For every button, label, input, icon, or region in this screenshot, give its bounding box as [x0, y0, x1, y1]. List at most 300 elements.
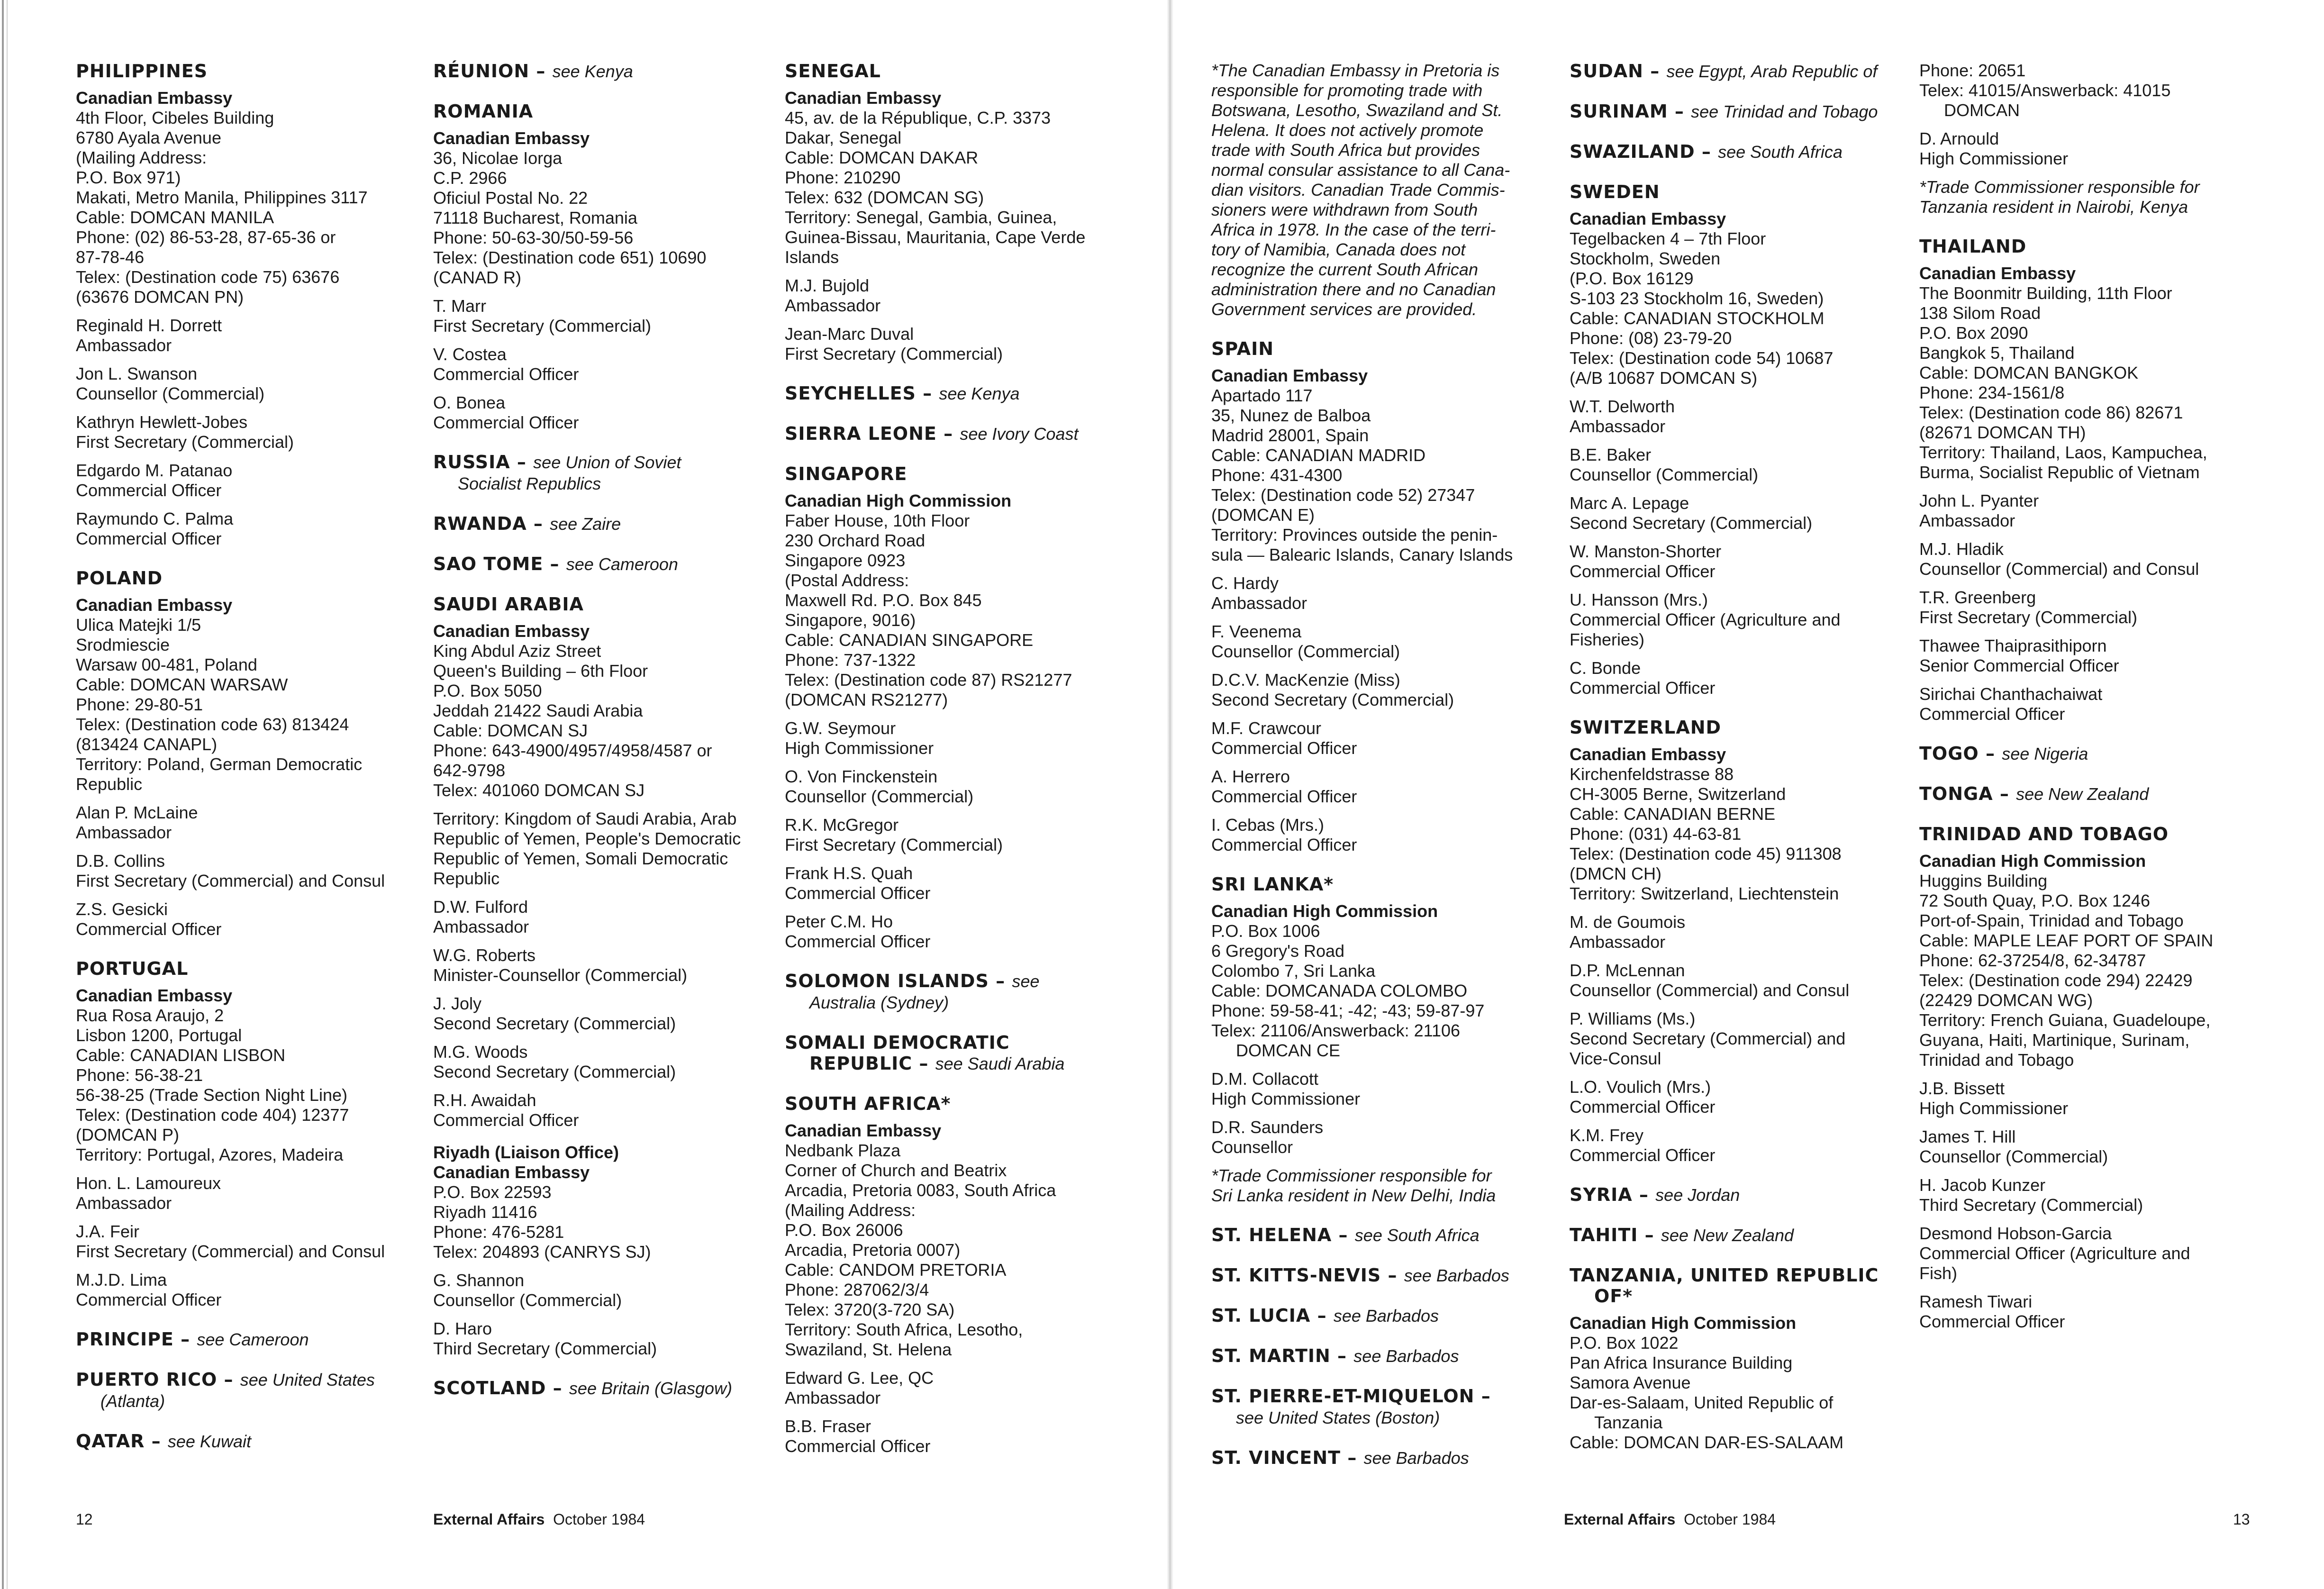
staff-title: Second Secretary (Commercial) — [1211, 690, 1454, 709]
country-name: SAUDI ARABIA — [433, 594, 584, 615]
address-line: Islands — [785, 247, 839, 267]
address-line: Telex: 632 (DOMCAN SG) — [785, 188, 984, 207]
staff-member — [433, 1319, 784, 1359]
address-line: Singapore, 9016) — [785, 610, 916, 630]
column-5 — [1570, 61, 1920, 1453]
staff-member — [785, 767, 1135, 807]
staff-member — [433, 1042, 784, 1082]
country-name: SWEDEN — [1570, 182, 1660, 202]
territory-line: Territory: Kingdom of Saudi Arabia, Arab — [433, 809, 737, 828]
country-heading — [76, 1431, 427, 1452]
staff-name: G. Shannon — [433, 1271, 525, 1290]
staff-member — [433, 897, 784, 937]
address-line: King Abdul Aziz Street — [433, 641, 601, 661]
country-name: TOGO — [1919, 743, 1979, 764]
country-heading — [76, 568, 427, 589]
cross-reference-dash: – — [989, 971, 1012, 991]
staff-member — [76, 509, 427, 549]
address-line: Phone: 20651 — [1919, 61, 2026, 80]
country-name: QATAR — [76, 1431, 145, 1452]
country-entry — [785, 423, 1135, 445]
cross-reference-dash: – — [217, 1369, 240, 1390]
staff-title: Ambassador — [1570, 932, 1666, 952]
address-line: 230 Orchard Road — [785, 531, 926, 550]
address-line: Oficiul Postal No. 22 — [433, 188, 588, 208]
staff-name: Hon. L. Lamoureux — [76, 1173, 221, 1193]
staff-title: Minister-Counsellor (Commercial) — [433, 965, 688, 985]
address-line: (82671 DOMCAN TH) — [1919, 423, 2086, 442]
staff-member — [1919, 1175, 2251, 1215]
address-line: S-103 23 Stockholm 16, Sweden) — [1570, 289, 1824, 308]
footnote-line: normal consular assistance to all Cana- — [1211, 160, 1510, 180]
cross-reference: see United States — [240, 1370, 375, 1389]
country-heading — [433, 61, 784, 82]
footnote-line: Botswana, Lesotho, Swaziland and St. — [1211, 100, 1503, 120]
footnote-line: sioners were withdrawn from South — [1211, 200, 1478, 219]
country-name: SOMALI DEMOCRATIC — [785, 1032, 1010, 1053]
country-heading — [1570, 61, 1920, 82]
magazine-title: External Affairs — [1564, 1511, 1676, 1528]
cross-reference-dash: – — [1979, 743, 2002, 764]
staff-name: W.G. Roberts — [433, 945, 536, 965]
country-entry — [1570, 1225, 1920, 1246]
staff-name: Sirichai Chanthachaiwat — [1919, 684, 2103, 704]
country-heading — [433, 554, 784, 575]
address-line: Territory: Thailand, Laos, Kampuchea, — [1919, 443, 2207, 462]
address-line: The Boonmitr Building, 11th Floor — [1919, 283, 2172, 303]
address-line: DOMCAN — [1944, 100, 2020, 120]
address-line: Telex: (Destination code 63) 813424 — [76, 715, 349, 734]
country-entry — [785, 971, 1135, 1013]
staff-member — [433, 345, 784, 384]
staff-member — [76, 1173, 427, 1213]
footnote — [1211, 61, 1562, 319]
country-heading — [433, 1378, 784, 1399]
cross-reference-dash: – — [1381, 1265, 1404, 1286]
address-line: Phone: 287062/3/4 — [785, 1280, 929, 1299]
address-line: Phone: 476-5281 — [433, 1222, 564, 1242]
staff-member — [1570, 1009, 1920, 1069]
address-line: Apartado 117 — [1211, 386, 1313, 405]
staff-title: First Secretary (Commercial) — [433, 316, 652, 336]
staff-member — [1570, 493, 1920, 533]
office-name: Canadian Embassy — [433, 128, 590, 148]
staff-title: Counsellor — [1211, 1137, 1293, 1157]
cross-reference: see Barbados — [1353, 1346, 1459, 1366]
address-line: Tanzania — [1594, 1413, 1663, 1432]
staff-name: O. Von Finckenstein — [785, 767, 938, 786]
country-heading — [1211, 1265, 1562, 1286]
country-entry — [1211, 61, 1562, 319]
staff-title: Commercial Officer — [76, 919, 222, 939]
country-name: SIERRA LEONE — [785, 423, 937, 444]
footnote-line: Africa in 1978. In the case of the terri- — [1211, 220, 1496, 239]
office-name: Canadian Embassy — [1570, 209, 1726, 228]
country-name: SAO TOME — [433, 554, 544, 574]
country-entry — [1211, 1225, 1562, 1246]
address-line: Port-of-Spain, Trinidad and Tobago — [1919, 911, 2184, 930]
cross-reference: see New Zealand — [2016, 784, 2149, 804]
country-entry — [1211, 1447, 1562, 1469]
address-line: Phone: (031) 44-63-81 — [1570, 824, 1742, 844]
address-line: 642-9798 — [433, 761, 506, 780]
address-line: Telex: (Destination code 86) 82671 — [1919, 403, 2183, 422]
cross-reference: see Ivory Coast — [960, 424, 1079, 444]
address-line: Arcadia, Pretoria 0083, South Africa — [785, 1180, 1056, 1200]
address-line: Phone: 234-1561/8 — [1919, 383, 2065, 402]
staff-name: M.J. Bujold — [785, 276, 870, 295]
country-heading — [1211, 1386, 1562, 1428]
address-line: P.O. Box 971) — [76, 168, 181, 187]
country-entry — [76, 1369, 427, 1412]
footnote — [1211, 1166, 1562, 1206]
address-line: Tegelbacken 4 – 7th Floor — [1570, 229, 1766, 248]
address-line: DOMCAN CE — [1236, 1041, 1341, 1060]
address-line: Huggins Building — [1919, 871, 2048, 890]
binding-edge-shadow — [7, 0, 8, 1589]
address-line: (P.O. Box 16129 — [1570, 269, 1694, 288]
country-heading — [1570, 182, 1920, 202]
staff-name: T.R. Greenberg — [1919, 588, 2036, 607]
country-name: SUDAN — [1570, 61, 1643, 82]
staff-title: Counsellor (Commercial) and Consul — [1919, 559, 2199, 579]
staff-member — [785, 815, 1135, 855]
staff-title: Commercial Officer — [1211, 835, 1357, 854]
staff-title: Ambassador — [785, 1388, 881, 1407]
office-name: Canadian Embassy — [1919, 263, 2076, 283]
staff-name: V. Costea — [433, 345, 507, 364]
staff-title: Commercial Officer (Agriculture and — [1570, 610, 1841, 629]
staff-name: James T. Hill — [1919, 1127, 2016, 1146]
staff-name: W.T. Delworth — [1570, 397, 1675, 416]
address-line: Telex: (Destination code 45) 911308 — [1570, 844, 1842, 863]
country-name: SPAIN — [1211, 338, 1274, 359]
staff-title: Commercial Officer — [1211, 738, 1357, 758]
office-name: Canadian Embassy — [433, 621, 590, 641]
address-line: Srodmiescie — [76, 635, 170, 654]
staff-title: Commercial Officer — [433, 1110, 579, 1130]
country-heading — [785, 463, 1135, 484]
country-entry — [1919, 743, 2251, 764]
territory-line: Republic — [433, 869, 500, 888]
column-2 — [433, 61, 784, 1406]
staff-name: G.W. Seymour — [785, 718, 896, 738]
country-heading — [1211, 1345, 1562, 1367]
country-heading — [76, 1329, 427, 1350]
staff-title: Commercial Officer — [785, 883, 931, 903]
cross-reference: see Cameroon — [197, 1330, 309, 1349]
cross-reference-dash: – — [1332, 1225, 1355, 1245]
country-entry — [433, 101, 784, 433]
cross-reference-dash: – — [1632, 1184, 1656, 1205]
staff-title: Commercial Officer — [1919, 704, 2065, 724]
staff-title: Commercial Officer — [785, 1436, 931, 1456]
address-line: (Postal Address: — [785, 571, 909, 590]
staff-member — [76, 803, 427, 843]
staff-name: R.K. McGregor — [785, 815, 899, 835]
staff-title: Commercial Officer — [76, 1290, 222, 1309]
staff-title: Commercial Officer — [1211, 787, 1357, 806]
cross-reference: see Cameroon — [566, 554, 678, 574]
address-line: (DOMCAN E) — [1211, 505, 1315, 525]
country-heading — [76, 61, 427, 82]
country-heading — [1211, 338, 1562, 359]
address-line: Faber House, 10th Floor — [785, 511, 970, 530]
country-heading — [1570, 1184, 1920, 1206]
staff-title: Commercial Officer — [1919, 1312, 2065, 1331]
staff-member — [1570, 445, 1920, 485]
country-name: RWANDA — [433, 513, 527, 534]
country-name: ROMANIA — [433, 101, 534, 122]
staff-name: D.C.V. MacKenzie (Miss) — [1211, 670, 1400, 690]
cross-reference: see South Africa — [1718, 142, 1843, 162]
country-entry — [1211, 874, 1562, 1206]
footer-right — [1564, 1511, 1776, 1528]
staff-name: W. Manston-Shorter — [1570, 542, 1722, 561]
staff-member — [1570, 961, 1920, 1000]
cross-reference-dash: – — [1310, 1305, 1334, 1326]
footnote-line: recognize the current South African — [1211, 260, 1478, 279]
column-4 — [1211, 61, 1562, 1475]
footnote-line: *Trade Commissioner responsible for — [1919, 177, 2200, 197]
staff-title: Counsellor (Commercial) — [76, 384, 265, 403]
country-name: ST. LUCIA — [1211, 1305, 1311, 1326]
country-heading — [433, 594, 784, 615]
staff-name: Z.S. Gesicki — [76, 899, 168, 919]
address-line: 6780 Ayala Avenue — [76, 128, 221, 147]
territory-line: Republic of Yemen, People's Democratic — [433, 829, 741, 848]
staff-title: Commercial Officer — [1570, 1097, 1716, 1117]
office-name: Canadian Embassy — [1570, 745, 1726, 764]
address-line: Telex: 401060 DOMCAN SJ — [433, 781, 645, 800]
country-name: POLAND — [76, 568, 163, 589]
staff-name: T. Marr — [433, 296, 486, 316]
cross-reference-dash: – — [1341, 1447, 1364, 1468]
cross-reference-continued: (Atlanta) — [100, 1391, 165, 1411]
country-entry — [433, 61, 784, 82]
address-line: Telex: (Destination code 87) RS21277 — [785, 670, 1072, 690]
address-line: Cable: DOMCAN SJ — [433, 721, 588, 740]
cross-reference-dash: – — [936, 423, 960, 444]
country-name: SOUTH AFRICA* — [785, 1093, 951, 1114]
staff-title: First Secretary (Commercial) and Consul — [76, 871, 385, 890]
cross-reference: see Barbados — [1363, 1448, 1469, 1468]
address-line: Cable: CANDOM PRETORIA — [785, 1260, 1007, 1280]
staff-title: Senior Commercial Officer — [1919, 656, 2119, 675]
address-line: Telex: (Destination code 651) 10690 — [433, 248, 707, 267]
staff-member — [433, 1271, 784, 1310]
cross-reference: see New Zealand — [1661, 1226, 1794, 1245]
staff-member — [76, 316, 427, 355]
address-line: Territory: Provinces outside the penin- — [1211, 525, 1498, 545]
address-line: Cable: DOMCAN DAKAR — [785, 148, 979, 167]
country-heading — [785, 1093, 1135, 1114]
country-heading — [1211, 1305, 1562, 1326]
country-name: TAHITI — [1570, 1225, 1638, 1245]
address-line: P.O. Box 1006 — [1211, 921, 1320, 941]
address-line: Territory: Portugal, Azores, Madeira — [76, 1145, 344, 1164]
footnote-line: tory of Namibia, Canada does not — [1211, 240, 1466, 259]
country-entry — [1570, 717, 1920, 1165]
cross-reference-dash: – — [1638, 1225, 1661, 1245]
cross-reference-dash: – — [546, 1378, 569, 1398]
country-name: SYRIA — [1570, 1184, 1633, 1205]
staff-name: I. Cebas (Mrs.) — [1211, 815, 1325, 835]
country-name: SINGAPORE — [785, 463, 908, 484]
country-entry — [785, 61, 1135, 364]
address-line: Warsaw 00-481, Poland — [76, 655, 257, 674]
staff-title: Counsellor (Commercial) — [1919, 1147, 2108, 1166]
footnote-line: administration there and no Canadian — [1211, 280, 1496, 299]
staff-member — [1570, 912, 1920, 952]
cross-reference-dash: – — [145, 1431, 168, 1452]
address-line: Swaziland, St. Helena — [785, 1340, 952, 1359]
address-line: Phone: 431-4300 — [1211, 465, 1343, 485]
issue-date: October 1984 — [553, 1511, 645, 1528]
staff-member — [785, 1416, 1135, 1456]
address-line: Cable: CANADIAN MADRID — [1211, 445, 1426, 465]
address-line: 138 Silom Road — [1919, 303, 2041, 323]
cross-reference: see — [1012, 972, 1040, 991]
address-line: Nedbank Plaza — [785, 1141, 901, 1160]
address-line: Guinea-Bissau, Mauritania, Cape Verde — [785, 227, 1086, 247]
footnote-line: *Trade Commissioner responsible for — [1211, 1166, 1492, 1185]
address-line: Samora Avenue — [1570, 1373, 1691, 1392]
staff-title: Ambassador — [76, 1193, 172, 1213]
staff-member — [1211, 573, 1562, 613]
country-entry — [1211, 1305, 1562, 1326]
staff-member — [1570, 1077, 1920, 1117]
staff-name: Raymundo C. Palma — [76, 509, 234, 528]
cross-reference: see Nigeria — [2002, 744, 2088, 763]
address-line: Lisbon 1200, Portugal — [76, 1026, 242, 1045]
staff-title: High Commissioner — [1919, 1099, 2069, 1118]
cross-reference-dash: – — [912, 1053, 935, 1074]
country-entry — [1211, 1386, 1562, 1428]
cross-reference-dash: – — [1643, 61, 1667, 82]
cross-reference-continued: Australia (Sydney) — [809, 993, 949, 1012]
staff-member — [1570, 1126, 1920, 1165]
address-line: Colombo 7, Sri Lanka — [1211, 961, 1376, 981]
staff-name: Desmond Hobson-Garcia — [1919, 1224, 2112, 1243]
staff-title: Commercial Officer — [76, 529, 222, 548]
staff-member — [785, 276, 1135, 316]
staff-title: Ambassador — [76, 823, 172, 842]
country-heading — [785, 971, 1135, 1013]
staff-name: J.B. Bissett — [1919, 1079, 2005, 1098]
column-3 — [785, 61, 1135, 1456]
address-line: Dar-es-Salaam, United Republic of — [1570, 1393, 1834, 1412]
address-line: (DOMCAN P) — [76, 1125, 179, 1144]
footnote — [1919, 177, 2251, 217]
country-entry — [785, 463, 1135, 952]
address-line: Phone: (08) 23-79-20 — [1570, 328, 1732, 348]
office-name: Canadian High Commission — [1211, 901, 1438, 921]
staff-title: Third Secretary (Commercial) — [1919, 1195, 2143, 1215]
country-heading — [785, 383, 1135, 404]
staff-name: C. Bonde — [1570, 658, 1641, 678]
staff-title: First Secretary (Commercial) — [785, 835, 1003, 854]
address-line: (A/B 10687 DOMCAN S) — [1570, 368, 1758, 388]
staff-name: Ramesh Tiwari — [1919, 1292, 2033, 1311]
cross-reference: see Kuwait — [167, 1432, 251, 1451]
staff-name: Alan P. McLaine — [76, 803, 198, 822]
staff-title: Second Secretary (Commercial) — [1570, 513, 1813, 533]
country-name: SWITZERLAND — [1570, 717, 1722, 738]
staff-title: Fish) — [1919, 1263, 1957, 1283]
address-line: Pan Africa Insurance Building — [1570, 1353, 1793, 1372]
country-entry — [433, 554, 784, 575]
address-line: Ulica Matejki 1/5 — [76, 615, 201, 635]
address-line: Cable: CANADIAN SINGAPORE — [785, 630, 1034, 650]
staff-member — [1919, 1224, 2251, 1283]
country-name: SURINAM — [1570, 101, 1668, 122]
staff-member — [1919, 1127, 2251, 1167]
staff-name: Peter C.M. Ho — [785, 912, 893, 931]
address-line: Arcadia, Pretoria 0007) — [785, 1240, 961, 1260]
staff-member — [1211, 815, 1562, 855]
office-name: Canadian Embassy — [76, 88, 233, 108]
staff-member — [785, 863, 1135, 903]
address-line: Rua Rosa Araujo, 2 — [76, 1006, 224, 1025]
cross-reference: see Britain (Glasgow) — [569, 1379, 733, 1398]
address-line: 35, Nunez de Balboa — [1211, 406, 1371, 425]
staff-name: Edgardo M. Patanao — [76, 461, 233, 480]
address-line: Makati, Metro Manila, Philippines 3117 — [76, 188, 368, 207]
staff-member — [433, 994, 784, 1034]
staff-title: High Commissioner — [785, 738, 934, 758]
staff-member — [76, 851, 427, 891]
staff-title: Second Secretary (Commercial) — [433, 1014, 676, 1033]
cross-reference-dash: – — [1695, 141, 1718, 162]
country-name: SWAZILAND — [1570, 141, 1695, 162]
address-line: Kirchenfeldstrasse 88 — [1570, 764, 1734, 784]
address-line: Territory: Switzerland, Liechtenstein — [1570, 884, 1839, 903]
country-name: ST. VINCENT — [1211, 1447, 1341, 1468]
staff-title: First Secretary (Commercial) — [76, 432, 294, 452]
country-name: RÉUNION — [433, 61, 530, 82]
country-heading — [1570, 101, 1920, 122]
address-line: P.O. Box 1022 — [1570, 1333, 1679, 1353]
country-heading — [1570, 141, 1920, 163]
staff-title: Ambassador — [1211, 593, 1307, 613]
page-gutter — [1167, 0, 1173, 1589]
staff-name: H. Jacob Kunzer — [1919, 1175, 2046, 1195]
staff-title: Counsellor (Commercial) — [1211, 642, 1400, 661]
address-line: P.O. Box 5050 — [433, 681, 542, 700]
staff-title: High Commissioner — [1919, 149, 2069, 168]
address-line: Jeddah 21422 Saudi Arabia — [433, 701, 643, 720]
staff-title: High Commissioner — [1211, 1089, 1361, 1108]
country-name: PUERTO RICO — [76, 1369, 218, 1390]
address-line: 4th Floor, Cibeles Building — [76, 108, 274, 127]
staff-title: Ambassador — [785, 296, 881, 315]
country-entry — [1211, 338, 1562, 855]
country-entry — [76, 1431, 427, 1452]
staff-name: Marc A. Lepage — [1570, 493, 1689, 513]
staff-name: O. Bonea — [433, 393, 506, 412]
country-heading — [76, 1369, 427, 1412]
country-heading — [433, 452, 784, 494]
staff-member — [1211, 1069, 1562, 1109]
country-heading — [76, 958, 427, 979]
country-entry — [785, 1093, 1135, 1456]
country-entry — [1211, 1345, 1562, 1367]
cross-reference-dash: – — [529, 61, 553, 82]
staff-title: Commercial Officer — [1570, 562, 1716, 581]
staff-member — [76, 364, 427, 404]
country-heading — [1570, 717, 1920, 738]
